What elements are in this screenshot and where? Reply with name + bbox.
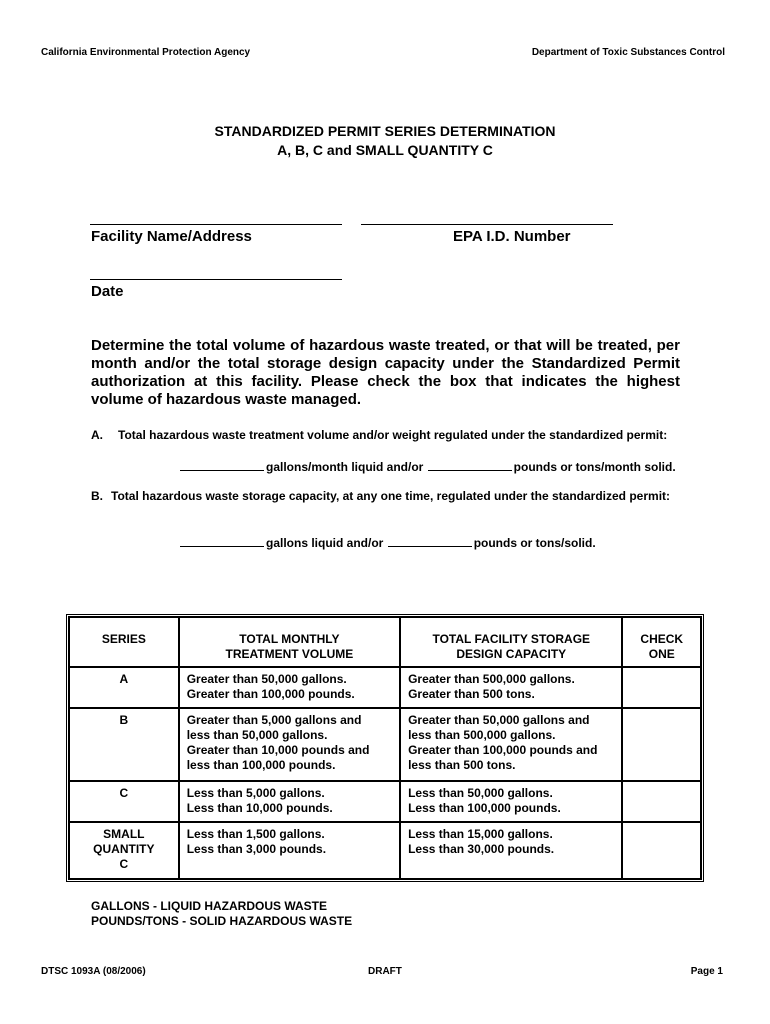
treatment-gallons-suffix: gallons/month liquid and/or — [266, 460, 424, 474]
section-b-label: B. — [91, 489, 103, 503]
series-cell: B — [69, 708, 179, 781]
treatment-cell: Less than 5,000 gallons. Less than 10,000 pounds. — [179, 781, 400, 822]
section-a-label: A. — [91, 428, 103, 442]
storage-cell: Less than 50,000 gallons. Less than 100,000 pounds. — [400, 781, 622, 822]
agency-name: California Environmental Protection Agency — [41, 47, 251, 58]
series-cell: SMALL QUANTITY C — [69, 822, 179, 879]
header-check: CHECK ONE — [622, 617, 701, 667]
storage-cell: Greater than 50,000 gallons and less than 500,000 gallons. Greater than 100,000 pounds and less than 500 tons. — [400, 708, 622, 781]
storage-pounds-suffix: pounds or tons/solid. — [473, 536, 596, 550]
table-header-row — [69, 617, 701, 667]
treatment-pounds-suffix: pounds or tons/month solid. — [513, 460, 676, 474]
draft-status: DRAFT — [368, 966, 402, 977]
storage-gallons-suffix: gallons liquid and/or — [266, 536, 384, 550]
series-table — [66, 614, 704, 882]
treatment-cell: Greater than 5,000 gallons and less than 50,000 gallons. Greater than 10,000 pounds and less than 100,000 pounds. — [179, 708, 400, 781]
table-row-b — [69, 708, 701, 781]
page-subtitle: A, B, C and SMALL QUANTITY C — [277, 142, 493, 158]
date-signature-line[interactable] — [90, 279, 342, 280]
treatment-cell: Greater than 50,000 gallons. Greater than 100,000 pounds. — [179, 667, 400, 708]
treatment-gallons-blank[interactable] — [180, 458, 264, 471]
storage-cell: Greater than 500,000 gallons. Greater than 500 tons. — [400, 667, 622, 708]
treatment-pounds-blank[interactable] — [428, 458, 512, 471]
check-cell-c[interactable] — [622, 781, 701, 822]
section-a-text: Total hazardous waste treatment volume and/or weight regulated under the standardized permit: — [118, 428, 668, 442]
page-number: Page 1 — [690, 966, 723, 977]
check-cell-b[interactable] — [622, 708, 701, 781]
epa-id-signature-line[interactable] — [361, 224, 613, 225]
section-a-blanks — [180, 458, 676, 474]
header-series: SERIES — [69, 617, 179, 667]
storage-cell: Less than 15,000 gallons. Less than 30,000 pounds. — [400, 822, 622, 879]
header-storage: TOTAL FACILITY STORAGE DESIGN CAPACITY — [400, 617, 622, 667]
storage-pounds-blank[interactable] — [388, 534, 472, 547]
facility-signature-line[interactable] — [90, 224, 342, 225]
legend-pounds: POUNDS/TONS - SOLID HAZARDOUS WASTE — [91, 914, 353, 928]
header-treatment: TOTAL MONTHLY TREATMENT VOLUME — [179, 617, 400, 667]
epa-id-label: EPA I.D. Number — [453, 228, 571, 245]
treatment-cell: Less than 1,500 gallons. Less than 3,000 pounds. — [179, 822, 400, 879]
table-row-a — [69, 667, 701, 708]
check-cell-a[interactable] — [622, 667, 701, 708]
department-name: Department of Toxic Substances Control — [531, 47, 725, 58]
table-row-c — [69, 781, 701, 822]
section-b-text: Total hazardous waste storage capacity, at any one time, regulated under the standardized permit: — [111, 489, 671, 503]
table-row-small-quantity-c — [69, 822, 701, 879]
storage-gallons-blank[interactable] — [180, 534, 264, 547]
page-title: STANDARDIZED PERMIT SERIES DETERMINATION — [214, 123, 556, 139]
series-cell: A — [69, 667, 179, 708]
facility-label: Facility Name/Address — [91, 228, 252, 245]
form-id: DTSC 1093A (08/2006) — [41, 966, 146, 977]
date-label: Date — [91, 283, 124, 300]
instructions-paragraph: Determine the total volume of hazardous waste treated, or that will be treated, per month and/or the total storage design capacity under the Standardized Permit authorization at this facility. Please check the box that indicates the highest volume of hazardous waste managed. — [91, 337, 680, 408]
series-cell: C — [69, 781, 179, 822]
check-cell-small-quantity-c[interactable] — [622, 822, 701, 879]
legend-gallons: GALLONS - LIQUID HAZARDOUS WASTE — [91, 899, 327, 913]
section-b-blanks — [180, 534, 596, 550]
